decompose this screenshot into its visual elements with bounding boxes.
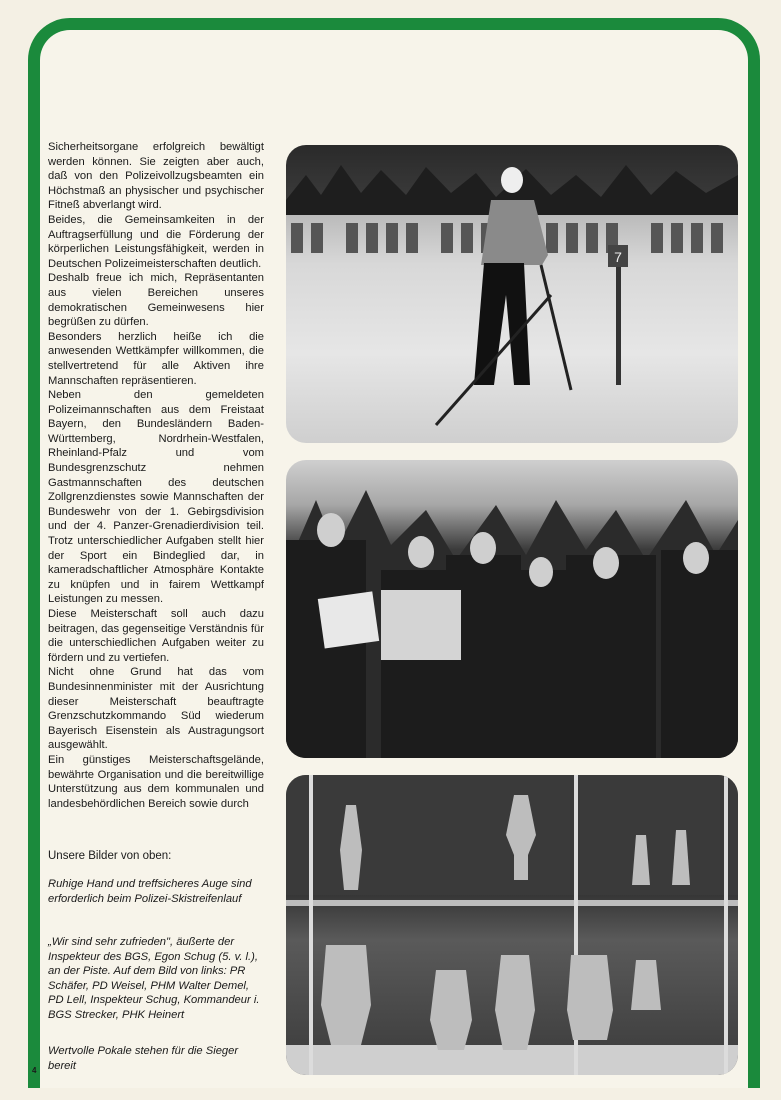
paragraph: Ein günstiges Meisterschaftsgelände, bewährte Organisation und die bereitwillige Unterstützung aus dem kommunalen und landesbehördlichen Bereich sowie durch [48, 753, 264, 810]
paragraph: Sicherheitsorgane erfolgreich bewältigt werden können. Sie zeigten aber auch, daß von den Polizeivollzugsbeamten ein Höchstmaß an physischer und psychischer Fitneß abverlangt wird. [48, 141, 264, 212]
paragraph: Diese Meisterschaft soll auch dazu beitragen, das gegenseitige Verständnis für die unterschiedlichen Aufgaben weiter zu fördern und zu vertiefen. [48, 608, 264, 664]
paragraph: Neben den gemeldeten Polizeimannschaften aus dem Freistaat Bayern, den Bundesländern Baden-Württemberg, Nordrhein-Westfalen, Rheinland-Pfalz und vom Bundesgrenzschutz nehmen Gastmannschaften des deutschen Zollgrenzdienstes sowie Mannschaften der Bundeswehr von der 1. Gebirgsdivision und der 4. Panzer-Grenadierdivision teil. Trotz unterschiedlicher Aufgaben stellt hier der Sport ein Bindeglied dar, in kameradschaftlicher Atmosphäre Kontakte zu knüpfen und in fairem Wettkampf Leistungen zu messen. [48, 389, 264, 606]
paragraph: Deshalb freue ich mich, Repräsentanten aus vielen Bereichen unseres demokratischen Gemeinwesens hier begrüßen zu dürfen. [48, 272, 264, 329]
photo-trophies-display [286, 775, 738, 1075]
paragraph: Nicht ohne Grund hat das vom Bundesinnenminister mit der Ausrichtung dieser Meisterschaft beauftragte Grenzschutzkommando Süd wiederum Bayerisch Eisenstein als Austragungsort ausgewählt. [48, 666, 264, 752]
photo-skier-shooting-range [286, 145, 738, 443]
caption-photo-2: „Wir sind sehr zufrieden", äußerte der Inspekteur des BGS, Egon Schug (5. v. l.), an der Piste. Auf dem Bild von links: PR Schäfer, PD Weisel, PHM Walter Demel, PD Lell, Inspekteur Schug, Kommandeur i. BGS Strecker, PHK Heinert [48, 936, 260, 1021]
paragraph: Beides, die Gemeinsamkeiten in der Auftragserfüllung und die Förderung der körperlichen Leistungsfähigkeit, werden in Deutschen Polizeimeisterschaften deutlich. [48, 213, 264, 270]
target-number: 7 [614, 249, 622, 265]
captions-heading: Unsere Bilder von oben: [48, 850, 172, 862]
article-body [48, 140, 264, 811]
caption-photo-1: Ruhige Hand und treffsicheres Auge sind erforderlich beim Polizei-Skistreifenlauf [48, 878, 252, 905]
caption-photo-3: Wertvolle Pokale stehen für die Sieger bereit [48, 1045, 239, 1072]
paragraph: Besonders herzlich heiße ich die anwesenden Wettkämpfer willkommen, die stellvertretend für alle Aktiven ihre Mannschaften repräsentieren. [48, 330, 264, 387]
photo-group-officers [286, 460, 738, 758]
page-number: 4 [32, 1066, 37, 1075]
